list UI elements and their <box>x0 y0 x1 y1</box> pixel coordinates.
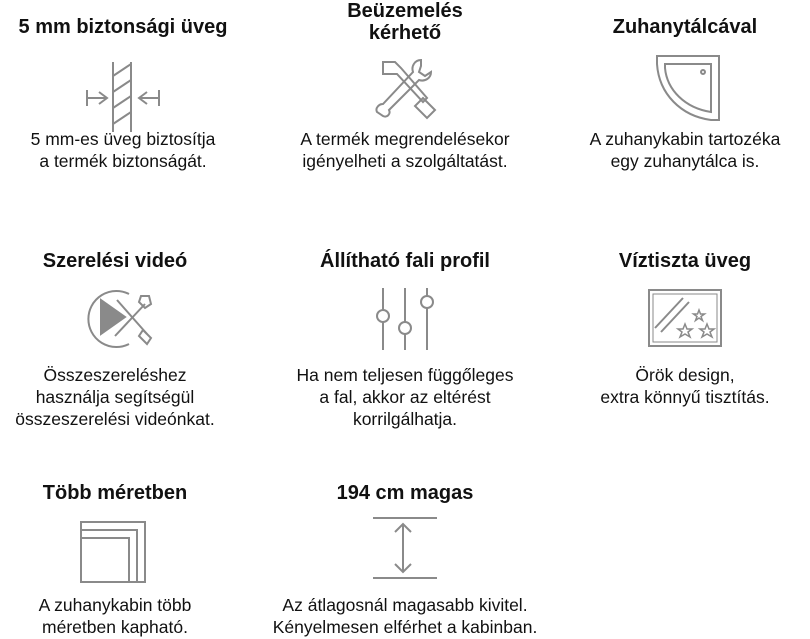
feature-description <box>550 364 810 408</box>
feature-description-line: korrilgálhatja. <box>352 409 458 429</box>
feature-description-line: Kényelmesen elférhet a kabinban. <box>272 617 538 637</box>
shower-tray-icon <box>645 54 725 124</box>
glass-thickness-icon <box>83 62 163 132</box>
feature-description <box>270 128 540 172</box>
feature-description-line: A zuhanykabin több <box>38 595 192 615</box>
feature-title-line: 194 cm magas <box>336 482 474 504</box>
feature-description-line: Az átlagosnál magasabb kivitel. <box>282 595 528 615</box>
feature-title <box>0 16 258 38</box>
feature-title-line: Beüzemelés <box>347 0 463 22</box>
tools-icon <box>365 54 445 124</box>
feature-description-line: igényelheti a szolgáltatást. <box>302 151 508 171</box>
feature-title-line: Szerelési videó <box>42 250 188 272</box>
feature-description-line: Összeszereléshez <box>43 365 187 385</box>
feature-description-line: egy zuhanytálca is. <box>610 151 760 171</box>
feature-description-line: a termék biztonságát. <box>39 151 207 171</box>
feature-title <box>270 0 540 44</box>
feature-description-line: a fal, akkor az eltérést <box>319 387 491 407</box>
feature-description-line: 5 mm-es üveg biztosítja <box>30 129 216 149</box>
feature-description <box>0 128 258 172</box>
feature-description <box>0 364 250 430</box>
feature-description-line: méretben kapható. <box>42 617 188 637</box>
clear-glass-icon <box>645 284 725 354</box>
feature-title <box>270 250 540 272</box>
feature-title <box>550 16 810 38</box>
feature-title-line: 5 mm biztonsági üveg <box>18 16 228 38</box>
feature-description-line: Ha nem teljesen függőleges <box>296 365 514 385</box>
video-tools-icon <box>75 284 155 354</box>
feature-description-line: A termék megrendelésekor <box>300 129 510 149</box>
height-icon <box>365 514 445 584</box>
feature-title <box>550 250 810 272</box>
feature-title-line: Állítható fali profil <box>320 250 490 272</box>
feature-title <box>0 250 250 272</box>
adjustable-profile-icon <box>365 284 445 354</box>
feature-title-line: Víztiszta üveg <box>618 250 752 272</box>
sizes-icon <box>75 514 155 584</box>
feature-title <box>0 482 250 504</box>
feature-description <box>550 128 810 172</box>
feature-description <box>270 364 540 430</box>
feature-description-line: Örök design, <box>635 365 735 385</box>
feature-title-line: kérhető <box>368 22 442 44</box>
feature-description-line: extra könnyű tisztítás. <box>600 387 770 407</box>
feature-description-line: összeszerelési videónkat. <box>15 409 215 429</box>
feature-title-line: Zuhanytálcával <box>612 16 758 38</box>
feature-title <box>270 482 540 504</box>
feature-title-line: Több méretben <box>42 482 188 504</box>
feature-description <box>270 594 540 638</box>
feature-description-line: használja segítségül <box>35 387 195 407</box>
feature-description-line: A zuhanykabin tartozéka <box>589 129 781 149</box>
feature-description <box>0 594 250 638</box>
